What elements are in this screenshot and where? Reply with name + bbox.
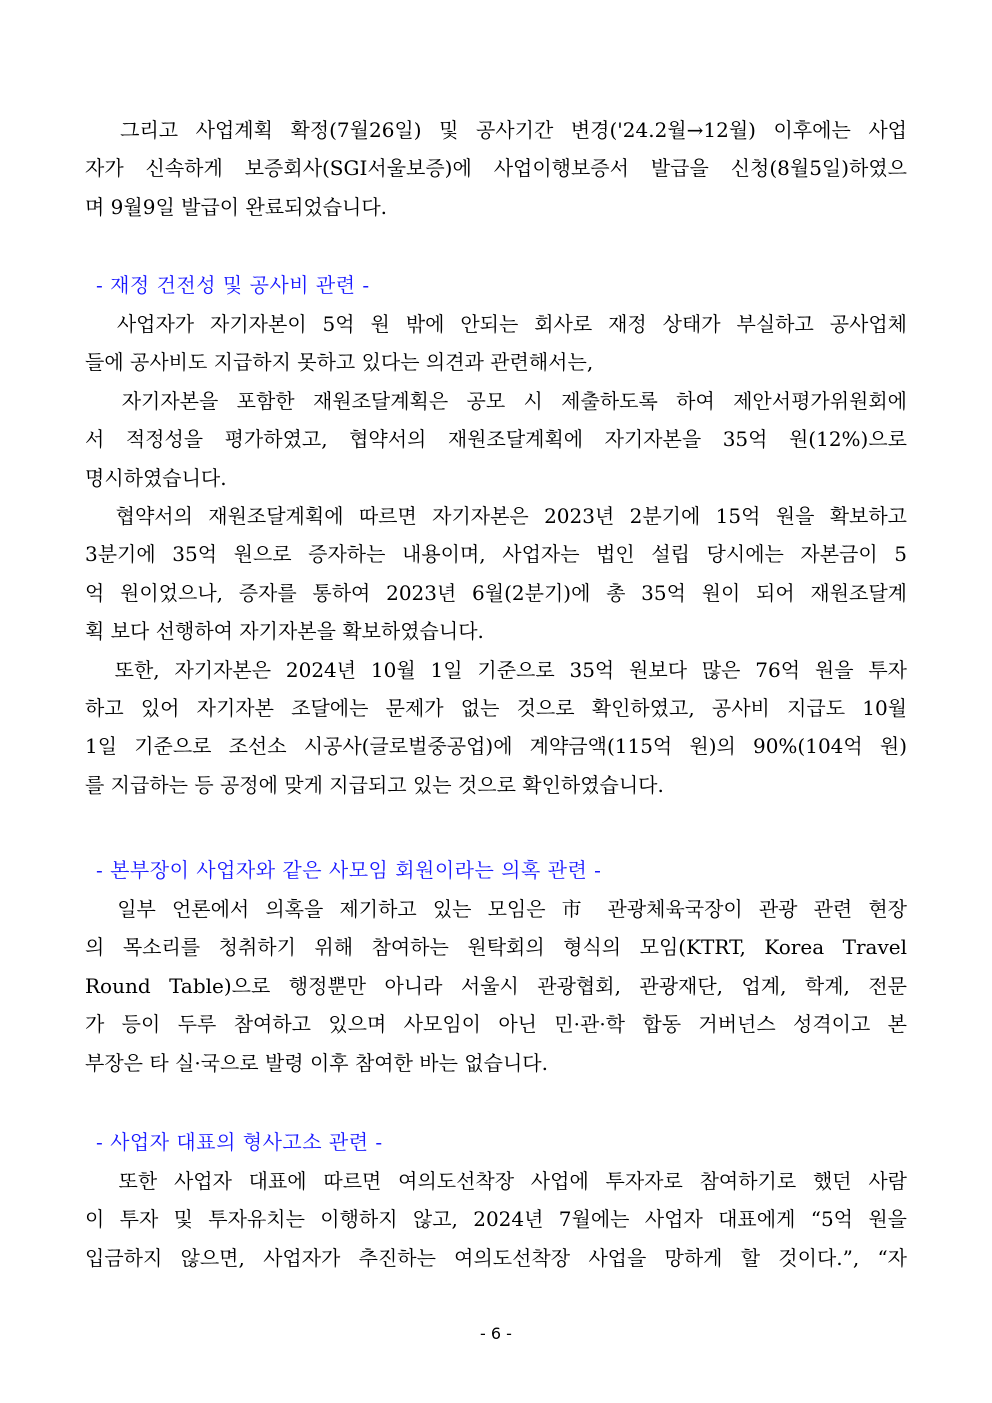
text-line: 서 적정성을 평가하였고, 협약서의 재원조달계획에 자기자본을 35억 원(12%)으로	[85, 427, 907, 452]
text-line: 억 원이었으나, 증자를 통하여 2023년 6월(2분기)에 총 35억 원이 되어 재원조달계	[85, 580, 907, 605]
text-line: 가 등이 두루 참여하고 있으며 사모임이 아닌 민·관·학 합동 거버넌스 성격이고 본	[85, 1012, 907, 1037]
text-line: 들에 공사비도 지급하지 못하고 있다는 의견과 관련해서는,	[85, 350, 594, 375]
page-number: - 6 -	[480, 1324, 512, 1343]
text-line: Round Table)으로 행정뿐만 아니라 서울시 관광협회, 관광재단, 업계, 학계, 전문	[85, 973, 907, 998]
text-line: 사업자가 자기자본이 5억 원 밖에 안되는 회사로 재정 상태가 부실하고 공사업체	[85, 312, 907, 336]
text-line: 3분기에 35억 원으로 증자하는 내용이며, 사업자는 법인 설립 당시에는 자본금이 5	[85, 542, 907, 567]
text-line: 또한, 자기자본은 2024년 10월 1일 기준으로 35억 원보다 많은 76억 원을 투자	[85, 657, 907, 682]
paragraph-contract-schedule	[85, 111, 907, 226]
text-line: 또한 사업자 대표에 따르면 여의도선착장 사업에 투자자로 참여하기로 했던 사람	[85, 1169, 907, 1193]
section-heading-allegation: - 본부장이 사업자와 같은 사모임 회원이라는 의혹 관련 -	[96, 858, 602, 882]
text-line: 획 보다 선행하여 자기자본을 확보하였습니다.	[85, 619, 484, 644]
text-line: 입금하지 않으면, 사업자가 추진하는 여의도선착장 사업을 망하게 할 것이다.”, “자	[85, 1245, 907, 1270]
section-heading-finance: - 재정 건전성 및 공사비 관련 -	[96, 273, 370, 297]
text-line: 자기자본을 포함한 재원조달계획은 공모 시 제출하도록 하여 제안서평가위원회에	[85, 388, 907, 413]
text-line: 일부 언론에서 의혹을 제기하고 있는 모임은 市 관광체육국장이 관광 관련 현장	[85, 897, 907, 921]
section-body-finance	[85, 305, 907, 804]
section-heading-lawsuit: - 사업자 대표의 형사고소 관련 -	[96, 1130, 383, 1154]
text-line: 며 9월9일 발급이 완료되었습니다.	[85, 194, 388, 219]
text-line: 협약서의 재원조달계획에 따르면 자기자본은 2023년 2분기에 15억 원을 확보하고	[85, 503, 907, 528]
section-body-allegation	[85, 890, 907, 1082]
text-line: 부장은 타 실·국으로 발령 이후 참여한 바는 없습니다.	[85, 1050, 548, 1075]
text-line: 그리고 사업계획 확정(7월26일) 및 공사기간 변경('24.2월→12월) 이후에는 사업	[85, 118, 907, 142]
text-line: 를 지급하는 등 공정에 맞게 지급되고 있는 것으로 확인하였습니다.	[85, 772, 664, 797]
text-line: 1일 기준으로 조선소 시공사(글로벌중공업)에 계약금액(115억 원)의 90%(104억 원)	[85, 734, 907, 759]
text-line: 하고 있어 자기자본 조달에는 문제가 없는 것으로 확인하였고, 공사비 지급도 10월	[85, 695, 907, 720]
text-line: 자가 신속하게 보증회사(SGI서울보증)에 사업이행보증서 발급을 신청(8월5일)하였으	[85, 156, 907, 181]
text-line: 의 목소리를 청취하기 위해 참여하는 원탁회의 형식의 모임(KTRT, Korea Travel	[85, 935, 907, 960]
text-line: 이 투자 및 투자유치는 이행하지 않고, 2024년 7월에는 사업자 대표에게 “5억 원을	[85, 1207, 907, 1232]
text-line: 명시하였습니다.	[85, 465, 227, 490]
section-body-lawsuit	[85, 1162, 907, 1277]
